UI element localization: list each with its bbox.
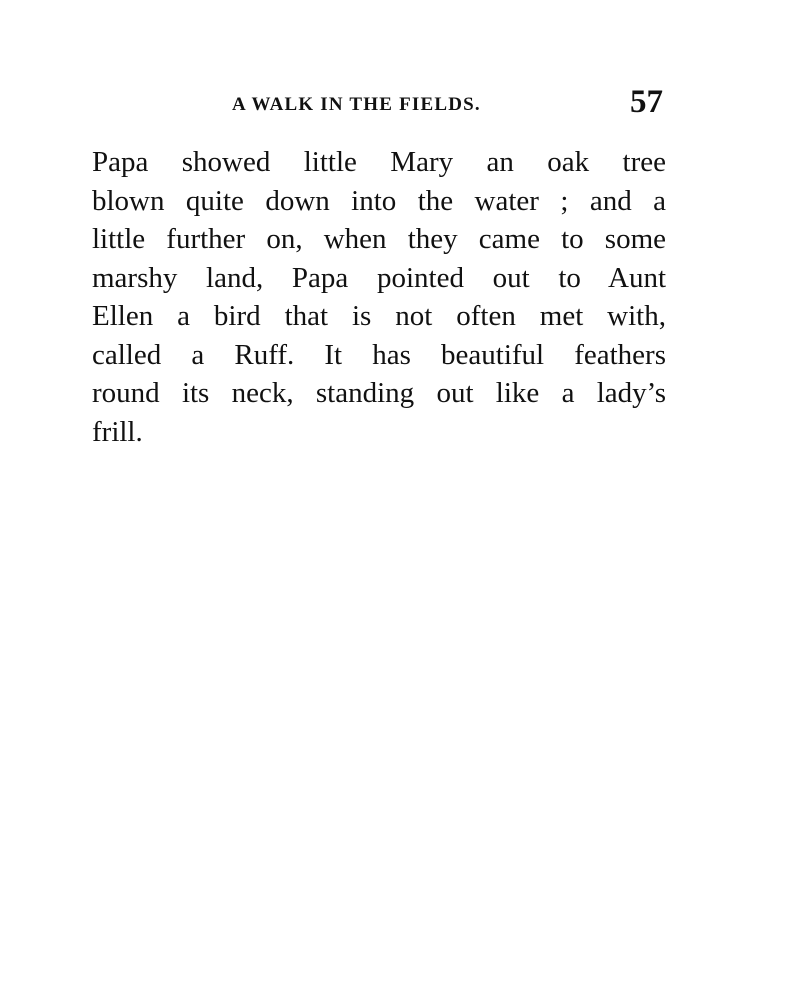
text-line: Ellen a bird that is not often met with, xyxy=(92,300,666,332)
text-line: round its neck, standing out like a lady’s xyxy=(92,377,666,409)
running-head xyxy=(92,84,663,124)
page-number: 57 xyxy=(630,84,663,120)
text-line: blown quite down into the water ; and a xyxy=(92,184,666,217)
text-line: Papa showed little Mary an oak tree xyxy=(92,146,666,178)
text-line: frill. xyxy=(92,415,143,448)
text-line: called a Ruff. It has beautiful feathers xyxy=(92,338,666,371)
running-title: A WALK IN THE FIELDS. xyxy=(232,94,481,115)
text-line: little further on, when they came to some xyxy=(92,223,666,255)
body-paragraph xyxy=(92,143,666,451)
text-line: marshy land, Papa pointed out to Aunt xyxy=(92,261,666,294)
